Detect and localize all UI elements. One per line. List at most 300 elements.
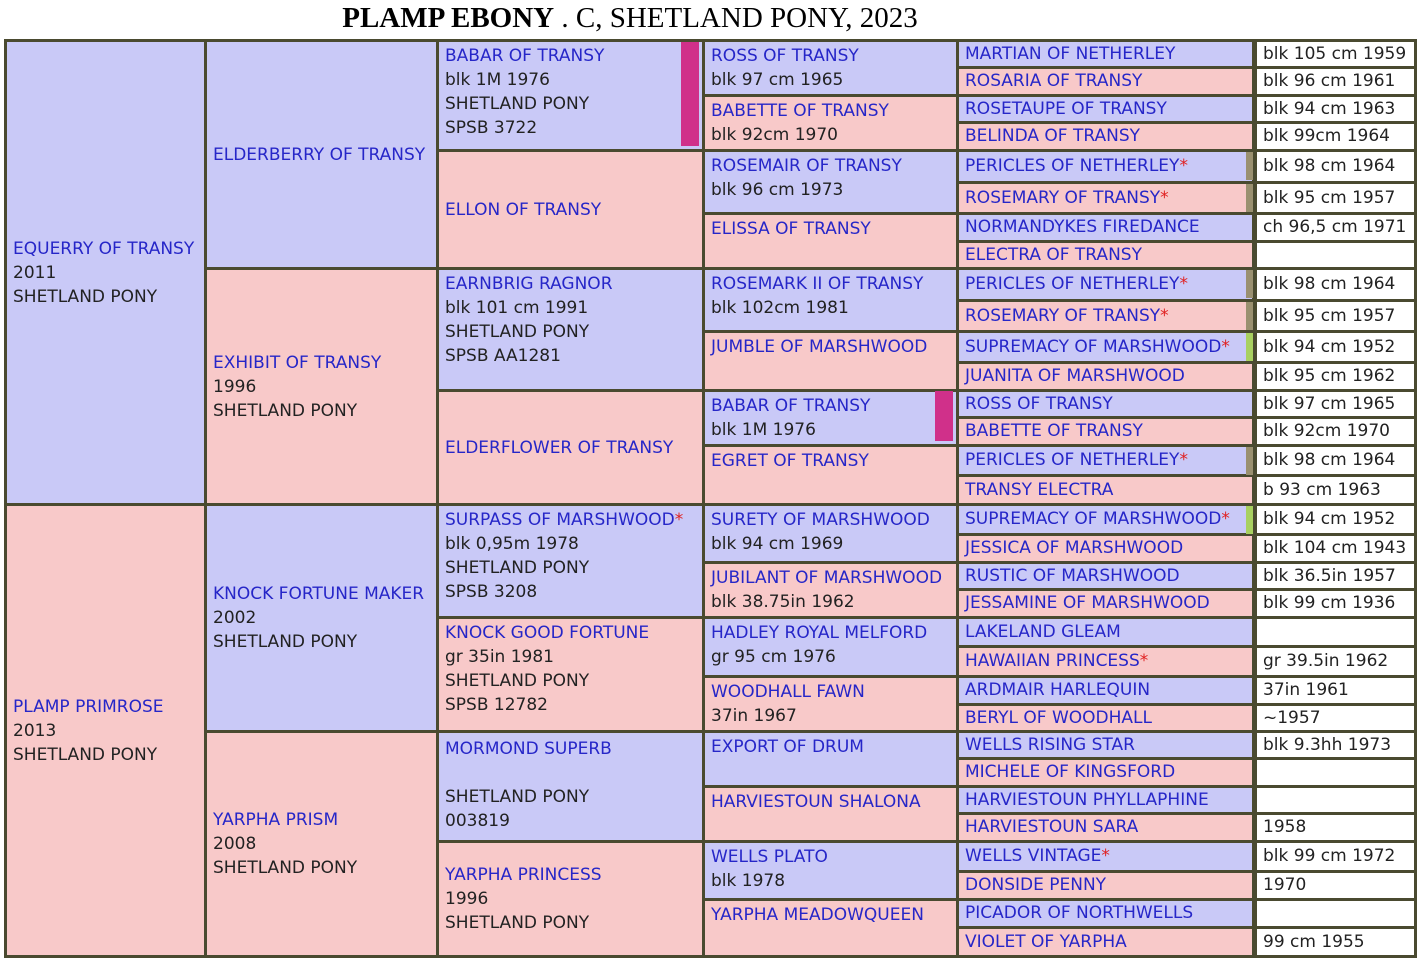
horse-name-line (445, 737, 696, 761)
horse-cell (956, 416, 1255, 447)
horse-info-cell (1254, 94, 1417, 124)
asterisk-icon: * (1179, 274, 1188, 294)
horse-info: blk 105 cm 1959 (1263, 44, 1407, 64)
horse-name: ELDERBERRY OF TRANSY (213, 144, 426, 165)
horse-cell (436, 503, 705, 619)
horse-info: blk 97 cm 1965 (1263, 394, 1396, 414)
horse-name-line (965, 42, 1246, 66)
horse-name: SUPREMACY OF MARSHWOOD (965, 509, 1222, 529)
horse-name-line (965, 364, 1246, 389)
horse-info-cell (1254, 66, 1417, 97)
horse-cell (956, 503, 1255, 536)
horse-name: ROSARIA OF TRANSY (965, 71, 1143, 91)
horse-detail: 1996 (445, 889, 489, 909)
horse-info-cell (1254, 840, 1417, 873)
horse-cell (956, 240, 1255, 270)
horse-detail: SHETLAND PONY (445, 671, 590, 691)
horse-name: LAKELAND GLEAM (965, 622, 1121, 642)
horse-info: 1970 (1263, 875, 1307, 895)
horse-name: PICADOR OF NORTHWELLS (965, 903, 1194, 923)
horse-name-line (711, 903, 950, 927)
horse-name-line (445, 436, 696, 460)
horse-cell (702, 503, 959, 564)
horse-name: PERICLES OF NETHERLEY (965, 450, 1180, 470)
horse-name-line (213, 351, 430, 375)
horse-name-line (965, 419, 1246, 444)
horse-name: VIOLET OF YARPHA (965, 932, 1127, 952)
horse-detail: 1996 (213, 376, 257, 397)
horse-name: EGRET OF TRANSY (711, 451, 869, 471)
horse-info: 1958 (1263, 817, 1307, 837)
horse-cell (436, 389, 705, 506)
horse-name: HARVIESTOUN SHALONA (711, 792, 921, 812)
horse-cell (956, 444, 1255, 477)
horse-info-cell (1254, 416, 1417, 447)
horse-name: BABAR OF TRANSY (445, 46, 605, 66)
horse-detail: SHETLAND PONY (213, 400, 358, 421)
horse-info-cell (1254, 870, 1417, 901)
horse-cell (702, 840, 959, 901)
duplicate-marker (1246, 506, 1253, 534)
horse-detail: SPSB AA1281 (445, 346, 561, 366)
horse-name: ROSS OF TRANSY (711, 46, 859, 66)
horse-name-line (965, 873, 1246, 898)
horse-cell (702, 267, 959, 333)
horse-cell (956, 474, 1255, 506)
horse-name: TRANSY ELECTRA (965, 480, 1114, 500)
horse-info-cell (1254, 703, 1417, 733)
horse-info: blk 95 cm 1957 (1263, 188, 1396, 208)
asterisk-icon: * (674, 510, 684, 530)
horse-detail: gr 35in 1981 (445, 647, 554, 667)
horse-name-line (213, 582, 430, 606)
horse-name-line (965, 447, 1246, 474)
horse-name-line (711, 735, 950, 759)
horse-name-line (965, 506, 1246, 533)
horse-info: blk 99 cm 1936 (1263, 593, 1396, 613)
horse-cell (956, 533, 1255, 564)
horse-name: HARVIESTOUN SARA (965, 817, 1139, 837)
horse-name: PERICLES OF NETHERLEY (965, 274, 1180, 294)
horse-cell (956, 267, 1255, 302)
horse-name-line (445, 198, 696, 222)
duplicate-marker (1246, 333, 1253, 361)
horse-info: blk 94 cm 1952 (1263, 509, 1396, 529)
horse-cell (702, 149, 959, 215)
horse-info: blk 104 cm 1943 (1263, 538, 1407, 558)
horse-name: JUANITA OF MARSHWOOD (965, 366, 1185, 386)
horse-cell (204, 730, 439, 958)
horse-info-cell (1254, 616, 1417, 648)
horse-cell (956, 840, 1255, 873)
horse-name-line (711, 394, 950, 418)
horse-name-line (965, 302, 1246, 330)
horse-info-cell (1254, 730, 1417, 760)
horse-cell (956, 149, 1255, 184)
horse-name-line (965, 788, 1246, 812)
horse-subtitle: . C, SHETLAND PONY, 2023 (554, 2, 918, 34)
horse-name: EQUERRY OF TRANSY (13, 238, 195, 259)
horse-info: 37in 1961 (1263, 680, 1349, 700)
horse-name-line (965, 69, 1246, 94)
horse-name-line (711, 566, 950, 590)
duplicate-marker (1246, 152, 1253, 180)
horse-name: WELLS VINTAGE (965, 846, 1102, 866)
horse-name: PLAMP EBONY (342, 2, 555, 34)
horse-info: blk 36.5in 1957 (1263, 566, 1396, 586)
horse-name-line (965, 270, 1246, 299)
horse-name-line (965, 901, 1246, 926)
horse-info-cell (1254, 240, 1417, 270)
horse-name: ELECTRA OF TRANSY (965, 245, 1142, 265)
horse-name: HARVIESTOUN PHYLLAPHINE (965, 790, 1209, 810)
horse-name: ROSEMARY OF TRANSY (965, 188, 1161, 208)
horse-name: ROSEMARY OF TRANSY (965, 306, 1161, 326)
horse-name: YARPHA PRISM (213, 810, 339, 830)
horse-cell (956, 588, 1255, 619)
horse-cell (436, 39, 705, 152)
horse-name-line (711, 335, 950, 359)
duplicate-marker (1246, 447, 1253, 475)
horse-name: YARPHA MEADOWQUEEN (711, 905, 924, 925)
horse-info-cell (1254, 812, 1417, 843)
horse-info: b 93 cm 1963 (1263, 480, 1381, 500)
asterisk-icon: * (1101, 846, 1110, 866)
horse-info-cell (1254, 330, 1417, 364)
horse-cell (956, 785, 1255, 815)
horse-name: JESSAMINE OF MARSHWOOD (965, 593, 1210, 613)
horse-detail: 37in 1967 (711, 706, 797, 726)
horse-detail: blk 97 cm 1965 (711, 70, 844, 90)
horse-name-line (711, 680, 950, 704)
horse-name: SUPREMACY OF MARSHWOOD (965, 337, 1222, 357)
horse-name-line (965, 477, 1246, 503)
horse-name: PERICLES OF NETHERLEY (965, 156, 1180, 176)
horse-cell (436, 730, 705, 843)
horse-info-cell (1254, 474, 1417, 506)
horse-name-line (445, 272, 696, 296)
horse-info-cell (1254, 645, 1417, 678)
horse-name: ROSEMAIR OF TRANSY (711, 156, 902, 176)
horse-name-line (965, 124, 1246, 149)
horse-name-line (965, 843, 1246, 870)
duplicate-marker (1246, 302, 1253, 330)
horse-name-line (965, 706, 1246, 730)
horse-detail: gr 95 cm 1976 (711, 647, 836, 667)
horse-name: DONSIDE PENNY (965, 875, 1107, 895)
horse-info-cell (1254, 898, 1417, 929)
horse-cell (702, 94, 959, 152)
horse-info: blk 92cm 1970 (1263, 421, 1390, 441)
horse-name-line (711, 44, 950, 68)
asterisk-icon: * (1139, 651, 1149, 671)
horse-name-line (965, 564, 1246, 588)
horse-cell (956, 757, 1255, 788)
horse-name-line (965, 760, 1246, 785)
asterisk-icon: * (1160, 306, 1169, 326)
horse-name: EARNBRIG RAGNOR (445, 274, 613, 294)
horse-cell (956, 330, 1255, 364)
horse-detail: SHETLAND PONY (445, 558, 590, 578)
horse-cell (702, 389, 959, 447)
horse-cell (956, 39, 1255, 69)
horse-cell (436, 149, 705, 270)
horse-info: blk 98 cm 1964 (1263, 450, 1396, 470)
horse-name: MICHELE OF KINGSFORD (965, 762, 1176, 782)
horse-cell (4, 503, 207, 958)
horse-detail: SHETLAND PONY (13, 744, 158, 765)
horse-cell (436, 267, 705, 392)
horse-name-line (965, 678, 1246, 703)
horse-cell (956, 730, 1255, 760)
asterisk-icon: * (1221, 509, 1230, 529)
duplicate-marker (1246, 270, 1253, 298)
horse-name: JUMBLE OF MARSHWOOD (711, 337, 928, 357)
horse-name: YARPHA PRINCESS (445, 865, 602, 885)
horse-name-line (711, 272, 950, 296)
horse-cell (436, 840, 705, 958)
horse-cell (956, 361, 1255, 392)
horse-name-line (965, 215, 1246, 240)
horse-detail: SPSB 3722 (445, 118, 538, 138)
horse-name: WELLS PLATO (711, 847, 828, 867)
horse-cell (956, 94, 1255, 124)
horse-info: blk 98 cm 1964 (1263, 156, 1396, 176)
horse-name-line (13, 237, 198, 261)
horse-info: blk 99cm 1964 (1263, 126, 1390, 146)
horse-cell (702, 675, 959, 733)
horse-info-cell (1254, 212, 1417, 243)
horse-name-line (965, 184, 1246, 212)
horse-cell (436, 616, 705, 733)
horse-cell (956, 703, 1255, 733)
horse-cell (702, 785, 959, 843)
horse-detail: SHETLAND PONY (13, 286, 158, 307)
horse-info-cell (1254, 181, 1417, 215)
horse-info-cell (1254, 503, 1417, 536)
horse-info: blk 95 cm 1957 (1263, 306, 1396, 326)
horse-info: blk 94 cm 1963 (1263, 99, 1396, 119)
horse-cell (702, 212, 959, 270)
horse-name-line (711, 845, 950, 869)
horse-cell (956, 121, 1255, 152)
horse-info-cell (1254, 757, 1417, 788)
horse-name-line (213, 808, 430, 832)
horse-name-line (965, 648, 1246, 675)
horse-name-line (965, 929, 1246, 955)
horse-info: blk 98 cm 1964 (1263, 274, 1396, 294)
horse-name: KNOCK GOOD FORTUNE (445, 623, 650, 643)
horse-detail: 2013 (13, 720, 57, 741)
horse-detail: blk 1978 (711, 871, 786, 891)
horse-detail: blk 102cm 1981 (711, 298, 849, 318)
horse-info: blk 99 cm 1972 (1263, 846, 1396, 866)
horse-info: 99 cm 1955 (1263, 932, 1365, 952)
horse-name-line (711, 449, 950, 473)
horse-cell (956, 645, 1255, 678)
horse-detail: SHETLAND PONY (445, 913, 590, 933)
horse-name: HADLEY ROYAL MELFORD (711, 623, 928, 643)
horse-cell (956, 181, 1255, 215)
horse-detail: 2011 (13, 262, 57, 283)
horse-info-cell (1254, 389, 1417, 419)
horse-name: WOODHALL FAWN (711, 682, 865, 702)
horse-cell (702, 730, 959, 788)
horse-detail: 2002 (213, 608, 257, 628)
horse-name-line (711, 99, 950, 123)
horse-name: ROSEMARK II OF TRANSY (711, 274, 924, 294)
horse-name: BELINDA OF TRANSY (965, 126, 1141, 146)
horse-cell (204, 267, 439, 506)
horse-detail: SHETLAND PONY (445, 94, 590, 114)
horse-name: ARDMAIR HARLEQUIN (965, 680, 1151, 700)
horse-name-line (711, 508, 950, 532)
horse-cell (956, 616, 1255, 648)
horse-name: JUBILANT OF MARSHWOOD (711, 568, 943, 588)
horse-cell (956, 212, 1255, 243)
horse-cell (702, 561, 959, 619)
horse-name-line (965, 97, 1246, 121)
horse-cell (702, 616, 959, 678)
horse-cell (956, 299, 1255, 333)
horse-name: ELLON OF TRANSY (445, 199, 602, 220)
horse-name: SURPASS OF MARSHWOOD (445, 510, 675, 530)
horse-cell (956, 898, 1255, 929)
horse-info-cell (1254, 267, 1417, 302)
horse-detail: 2008 (213, 834, 257, 854)
horse-info-cell (1254, 149, 1417, 184)
horse-name-line (711, 790, 950, 814)
horse-cell (956, 812, 1255, 843)
horse-info-cell (1254, 39, 1417, 69)
horse-cell (702, 444, 959, 506)
duplicate-marker (935, 391, 953, 441)
horse-name: MORMOND SUPERB (445, 739, 612, 759)
horse-name: BABETTE OF TRANSY (965, 421, 1143, 441)
horse-name-line (965, 619, 1246, 645)
horse-detail (445, 761, 696, 785)
horse-cell (956, 870, 1255, 901)
horse-name-line (965, 392, 1246, 416)
horse-name: EXPORT OF DRUM (711, 737, 864, 757)
horse-name: MARTIAN OF NETHERLEY (965, 44, 1176, 64)
horse-info-cell (1254, 926, 1417, 958)
horse-name-line (445, 508, 696, 532)
horse-detail: blk 1M 1976 (445, 70, 550, 90)
horse-cell (956, 926, 1255, 958)
horse-cell (4, 39, 207, 506)
horse-name-line (213, 143, 430, 167)
horse-cell (956, 561, 1255, 591)
horse-name: EXHIBIT OF TRANSY (213, 352, 382, 373)
horse-detail: blk 94 cm 1969 (711, 534, 844, 554)
horse-info: blk 9.3hh 1973 (1263, 735, 1392, 755)
horse-cell (204, 39, 439, 270)
horse-name-line (965, 591, 1246, 616)
horse-name: BABAR OF TRANSY (711, 396, 871, 416)
horse-detail: blk 92cm 1970 (711, 125, 838, 145)
horse-name: RUSTIC OF MARSHWOOD (965, 566, 1180, 586)
horse-name-line (445, 44, 696, 68)
horse-name: SURETY OF MARSHWOOD (711, 510, 930, 530)
horse-name: NORMANDYKES FIREDANCE (965, 217, 1200, 237)
horse-info-cell (1254, 561, 1417, 591)
horse-info-cell (1254, 361, 1417, 392)
horse-cell (204, 503, 439, 733)
horse-name: ROSETAUPE OF TRANSY (965, 99, 1167, 119)
horse-info-cell (1254, 785, 1417, 815)
horse-name-line (711, 217, 950, 241)
horse-detail: SPSB 3208 (445, 582, 538, 602)
horse-name-line (711, 154, 950, 178)
horse-cell (702, 39, 959, 97)
horse-name-line (445, 863, 696, 887)
horse-name-line (965, 733, 1246, 757)
horse-info: blk 94 cm 1952 (1263, 337, 1396, 357)
horse-name: PLAMP PRIMROSE (13, 696, 164, 717)
horse-name: ROSS OF TRANSY (965, 394, 1113, 414)
horse-name-line (711, 621, 950, 645)
horse-name-line (965, 243, 1246, 267)
horse-info-cell (1254, 588, 1417, 619)
horse-info: gr 39.5in 1962 (1263, 651, 1389, 671)
horse-detail: blk 96 cm 1973 (711, 180, 844, 200)
horse-name-line (965, 333, 1246, 361)
horse-name-line (965, 152, 1246, 181)
horse-info: blk 95 cm 1962 (1263, 366, 1396, 386)
horse-name: WELLS RISING STAR (965, 735, 1135, 755)
horse-detail: SHETLAND PONY (213, 858, 358, 878)
horse-name: ELISSA OF TRANSY (711, 219, 871, 239)
horse-info: ch 96,5 cm 1971 (1263, 217, 1407, 237)
horse-info-cell (1254, 675, 1417, 706)
horse-info-cell (1254, 121, 1417, 152)
horse-name: BABETTE OF TRANSY (711, 101, 889, 121)
horse-cell (956, 66, 1255, 97)
horse-detail: SPSB 12782 (445, 695, 548, 715)
horse-detail: blk 0,95m 1978 (445, 534, 579, 554)
horse-info-cell (1254, 444, 1417, 477)
horse-cell (702, 898, 959, 958)
horse-name-line (13, 695, 198, 719)
horse-detail: 003819 (445, 811, 510, 831)
horse-name: BERYL OF WOODHALL (965, 708, 1152, 728)
horse-name-line (965, 815, 1246, 840)
horse-info-cell (1254, 299, 1417, 333)
horse-detail: SHETLAND PONY (213, 632, 358, 652)
horse-detail: SHETLAND PONY (445, 322, 590, 342)
horse-detail: SHETLAND PONY (445, 787, 590, 807)
horse-detail: blk 38.75in 1962 (711, 592, 855, 612)
horse-info: blk 96 cm 1961 (1263, 71, 1396, 91)
horse-name: ELDERFLOWER OF TRANSY (445, 437, 674, 458)
horse-cell (702, 330, 959, 392)
horse-name: HAWAIIAN PRINCESS (965, 651, 1140, 671)
horse-info: ~1957 (1263, 708, 1321, 728)
horse-name: JESSICA OF MARSHWOOD (965, 538, 1184, 558)
asterisk-icon: * (1221, 337, 1230, 357)
horse-name: KNOCK FORTUNE MAKER (213, 584, 425, 604)
horse-cell (956, 675, 1255, 706)
asterisk-icon: * (1179, 450, 1188, 470)
horse-detail: blk 1M 1976 (711, 420, 816, 440)
asterisk-icon: * (1179, 156, 1188, 176)
horse-cell (956, 389, 1255, 419)
duplicate-marker (681, 42, 699, 146)
horse-detail: blk 101 cm 1991 (445, 298, 589, 318)
asterisk-icon: * (1160, 188, 1169, 208)
duplicate-marker (1246, 184, 1253, 212)
